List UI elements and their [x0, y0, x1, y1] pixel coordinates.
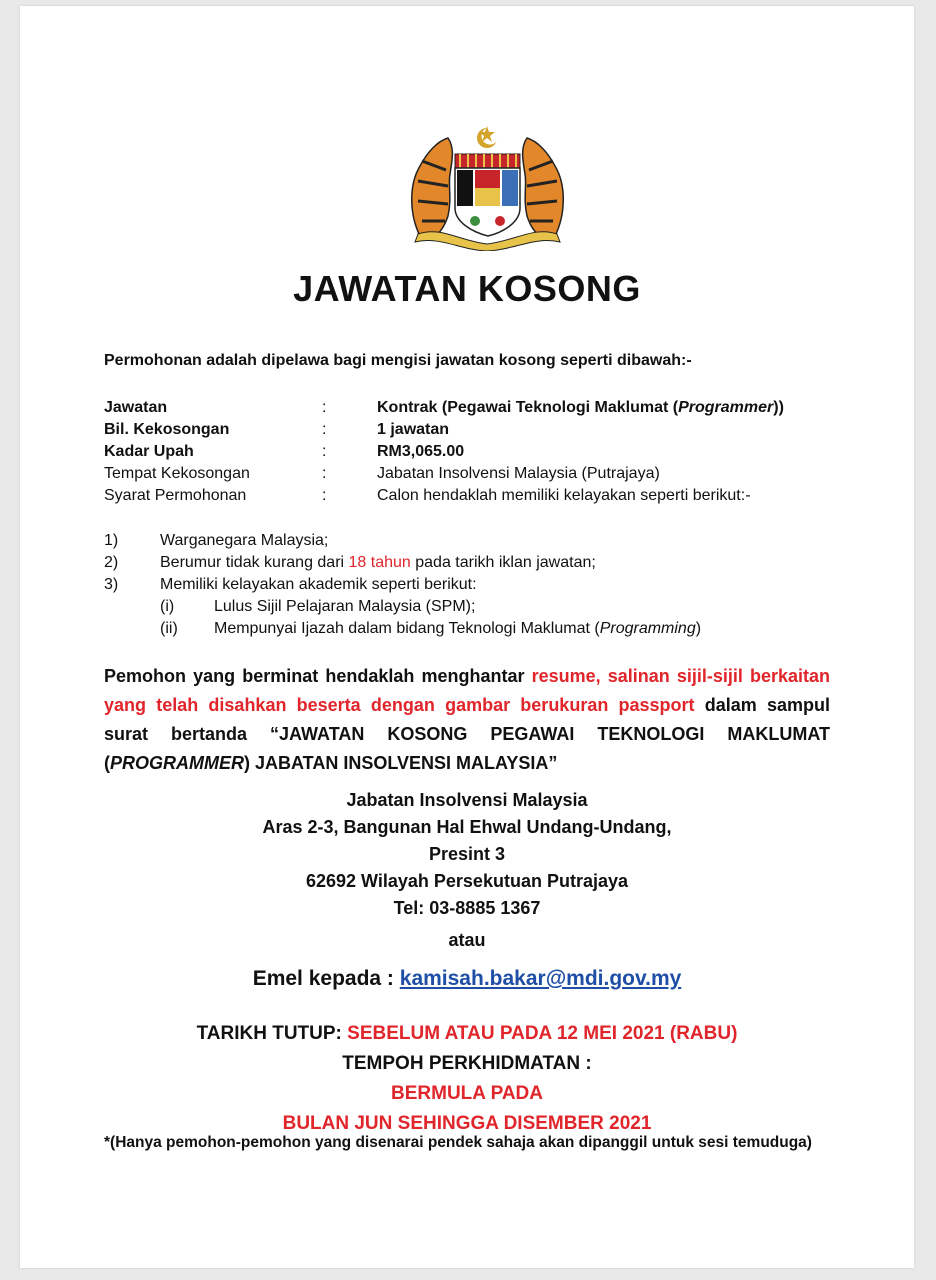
address-line: Aras 2-3, Bangunan Hal Ehwal Undang-Undang,: [262, 817, 672, 837]
address-line: Jabatan Insolvensi Malaysia: [346, 790, 588, 810]
closing-info: [20, 1019, 914, 1139]
document-page: JAWATAN KOSONG Permohonan adalah dipelawa bagi mengisi jawatan kosong seperti dibawah:- Jawatan : Kontrak (Pegawai Teknologi Maklumat (Programmer)) Bil. Kekosongan : 1 jawatan Kadar Upah : RM3,065.00 Tempat Kekosongan : Jabatan Insolvensi Malaysia (Putrajaya) Syarat Permohonan : Calon hendaklah memiliki kelayakan seperti berikut:- 1) Warganegara Malaysia; 2) Berumur tidak kurang dari 18 tahun pada tarikh iklan jawatan; 3) Memiliki kelayakan akademik seperti berikut: (i) Lulus Sijil Pelajaran Malaysia (SPM); (ii) Mempunyai Ijazah dalam bidang Teknologi Maklumat (Programming) Pemohon yang berminat hendaklah menghantar resume, salinan sijil-sijil berkaitan yang telah disahkan beserta dengan gambar berukuran passport dalam sampul surat bertanda “JAWATAN KOSONG PEGAWAI TEKNOLOGI MAKLUMAT (PROGRAMMER) JABATAN INSOLVENSI MALAYSIA” Jabatan Insolvensi Malaysia Aras 2-3, Bangunan Hal Ehwal Undang-Undang, Presint 3 62692 Wilayah Persekutuan Putrajaya Tel: 03-8885 1367 atau Emel kepada : kamisah.bakar@mdi.gov.my TARIKH TUTUP: SEBELUM ATAU PADA 12 MEI 2021 (RABU) TEMPOH PERKHIDMATAN : BERMULA PADA BULAN JUN SEHINGGA DISEMBER 2021 *(Hanya pemohon-pemohon yang disenarai pendek sahaja akan dipanggil untuk sesi temuduga): [20, 6, 914, 1268]
malaysia-coat-of-arms-icon: [400, 126, 575, 251]
detail-value: Calon hendaklah memiliki kelayakan seperti berikut:-: [377, 487, 751, 504]
email-contact: [20, 967, 914, 991]
or-separator: atau: [448, 930, 486, 950]
detail-value: Jabatan Insolvensi Malaysia (Putrajaya): [377, 465, 660, 482]
service-period-line: BERMULA PADA: [391, 1083, 543, 1104]
service-period-label: TEMPOH PERKHIDMATAN :: [342, 1053, 592, 1074]
address-line: Presint 3: [428, 844, 506, 864]
detail-label: Jawatan: [104, 399, 168, 416]
service-period-line: BULAN JUN SEHINGGA DISEMBER 2021: [282, 1113, 652, 1134]
detail-label: Bil. Kekosongan: [104, 421, 230, 438]
shortlist-note: *(Hanya pemohon-pemohon yang disenarai pendek sahaja akan dipanggil untuk sesi temuduga): [104, 1134, 812, 1151]
address-line: 62692 Wilayah Persekutuan Putrajaya: [305, 871, 628, 891]
required-documents: resume, salinan sijil-sijil berkaitan yang telah disahkan beserta dengan gambar berukuran passport: [104, 666, 830, 715]
email-label: Emel kepada :: [252, 967, 400, 990]
age-highlight: 18 tahun: [348, 554, 411, 571]
mailing-address: [20, 787, 914, 922]
detail-colon: :: [322, 399, 327, 416]
detail-colon: :: [322, 487, 327, 504]
intro-text: Permohonan adalah dipelawa bagi mengisi jawatan kosong seperti dibawah:-: [104, 352, 692, 369]
detail-colon: :: [322, 421, 327, 438]
detail-label: Kadar Upah: [104, 443, 194, 460]
application-instructions: Pemohon yang berminat hendaklah menghantar resume, salinan sijil-sijil berkaitan yang telah disahkan beserta dengan gambar berukuran passport dalam sampul surat bertanda “JAWATAN KOSONG PEGAWAI TEKNOLOGI MAKLUMAT (PROGRAMMER) JABATAN INSOLVENSI MALAYSIA”: [104, 666, 830, 773]
page-title: JAWATAN KOSONG: [293, 268, 641, 309]
detail-value: Kontrak (Pegawai Teknologi Maklumat (Programmer)): [377, 399, 784, 416]
phone-number: Tel: 03-8885 1367: [393, 898, 541, 918]
detail-value: 1 jawatan: [377, 421, 450, 438]
detail-value: RM3,065.00: [377, 443, 465, 460]
detail-label: Tempat Kekosongan: [104, 465, 250, 482]
email-link[interactable]: kamisah.bakar@mdi.gov.my: [399, 967, 682, 990]
closing-date: TARIKH TUTUP: SEBELUM ATAU PADA 12 MEI 2021 (RABU): [196, 1023, 738, 1044]
detail-colon: :: [322, 465, 327, 482]
detail-colon: :: [322, 443, 327, 460]
detail-label: Syarat Permohonan: [104, 487, 247, 504]
